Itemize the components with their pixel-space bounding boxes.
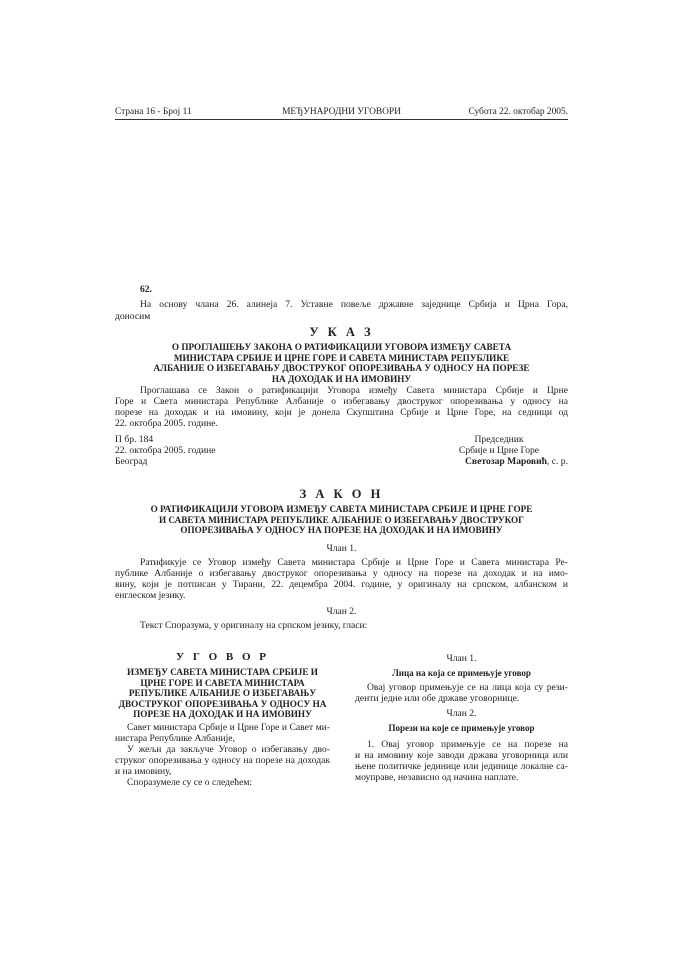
title-line: О РАТИФИКАЦИЈИ УГОВОРА ИЗМЕЂУ САВЕТА МИНИСТАРА СРБИЈЕ И ЦРНЕ ГОРЕ — [150, 504, 533, 514]
article-2-title: Порези на које се примењује уговор — [388, 723, 535, 733]
title-line: ДВОСТРУКОГ ОПОРЕЗИВАЊА У ОДНОСУ НА — [118, 698, 327, 709]
ref-place: Београд — [115, 456, 148, 467]
body-line: струког опорезивања у односу на порезе на доходак — [115, 754, 330, 766]
preamble-line: доносим — [115, 311, 151, 322]
publication-section: МЕЂУНАРОДНИ УГОВОРИ — [282, 107, 401, 117]
ugovor-title — [115, 667, 330, 720]
body-line: вину, који је потписан у Тирани, 22. децембра 2004. године, у оригиналу на српском, албанском и — [115, 579, 568, 590]
body-line: 22. октобра 2005. године. — [115, 418, 218, 429]
body-line: Горе и Света министара Републике Албаније о избегавању двоструког опорезивања у односу на — [115, 396, 568, 407]
body-line: и на имовину, — [115, 765, 172, 777]
title-line: НА ДОХОДАК И НА ИМОВИНУ — [271, 373, 412, 384]
article-1-heading: Члан 1. — [326, 543, 357, 554]
ugovor-preamble — [115, 722, 330, 788]
ref-number: П бр. 184 — [115, 434, 154, 445]
title-line: ЦРНЕ ГОРЕ И САВЕТА МИНИСТАРА — [140, 677, 305, 688]
zakon-title — [115, 504, 568, 536]
body-line: денти једне или обе државе уговорнице. — [355, 693, 520, 704]
body-line: Савет министара Србије и Црне Горе и Савет ми- — [127, 721, 330, 733]
ukaz-title — [115, 342, 568, 384]
signatory-suffix: , с. р. — [546, 456, 568, 467]
article-1-title: Лица на која се примењује уговор — [392, 668, 531, 678]
title-line: РЕПУБЛИКЕ АЛБАНИЈЕ О ИЗБЕГАВАЊУ — [128, 688, 317, 698]
body-line: публике Албаније о избегавању двоструког опорезивања у односу на порезе на доходак и на имо- — [115, 568, 568, 579]
preamble-line: На основу члана 26. алинеја 7. Уставне повеље државне заједнице Србија и Црна Гора, — [140, 299, 568, 310]
signatory-title: Председник — [474, 434, 524, 445]
item-number: 62. — [140, 284, 152, 295]
ref-date: 22. октобра 2005. године — [115, 445, 216, 456]
title-line: ПОРЕЗЕ НА ДОХОДАК И НА ИМОВИНУ — [133, 709, 312, 719]
body-line: Споразумеле су се о следећем: — [127, 776, 253, 788]
title-line: АЛБАНИЈЕ О ИЗБЕГАВАЊУ ДВОСТРУКОГ ОПОРЕЗИВАЊА У ОДНОСУ НА ПОРЕЗЕ — [153, 363, 530, 373]
signature-block — [430, 434, 568, 467]
ugovor-heading: У Г О В О Р — [176, 651, 269, 663]
body-line: њене политичке јединице или јединице локалне са- — [355, 761, 568, 772]
article-1-body — [115, 557, 568, 601]
title-line: ИЗМЕЂУ САВЕТА МИНИСТАРА СРБИЈЕ И — [127, 667, 318, 677]
page-header — [115, 107, 568, 120]
ugovor-right-column — [355, 653, 568, 783]
signatory-title: Србије и Црне Горе — [458, 445, 540, 456]
page-number: Страна 16 - Број 11 — [115, 107, 192, 117]
title-line: МИНИСТАРА СРБИЈЕ И ЦРНЕ ГОРЕ И САВЕТА МИНИСТАРА РЕПУБЛИКЕ — [173, 352, 510, 363]
title-line: О ПРОГЛАШЕЊУ ЗАКОНА О РАТИФИКАЦИЈИ УГОВОРА ИЗМЕЂУ САВЕТА — [171, 342, 512, 352]
title-line: И САВЕТА МИНИСТАРА РЕПУБЛИКЕ АЛБАНИЈЕ О ИЗБЕГАВАЊУ ДВОСТРУКОГ — [158, 514, 525, 525]
body-line: Ратификује се Уговор између Савета министара Србије и Црне Горе и Савета министара Ре- — [140, 557, 568, 568]
body-line: У жељи да закључе Уговор о избегавању дво- — [127, 743, 330, 755]
body-line: Овај уговор примењује се на лица која су рези- — [367, 682, 568, 693]
signatory-name: Светозар Маровић — [465, 456, 547, 467]
body-line: нистара Републике Албаније, — [115, 732, 235, 744]
article-2-heading: Члан 2. — [326, 606, 357, 617]
body-line: Проглашава се Закон о ратификацији Уговора између Савета министара Србије и Црне — [140, 385, 568, 396]
ukaz-heading: У К А З — [309, 325, 374, 339]
zakon-heading: З А К О Н — [299, 487, 384, 501]
ugovor-left-column — [115, 651, 330, 788]
publication-date: Субота 22. октобар 2005. — [468, 107, 568, 117]
ukaz-body — [115, 385, 568, 429]
ukaz-reference — [115, 434, 216, 467]
body-line: енглеском језику. — [115, 590, 186, 601]
body-line: 1. Овај уговор примењује се на порезе на — [367, 739, 568, 750]
article-2-body: Текст Споразума, у оригиналу на српском језику, гласи: — [140, 620, 368, 631]
title-line: ОПОРЕЗИВАЊА У ОДНОСУ НА ПОРЕЗЕ НА ДОХОДАК И НА ИМОВИНУ — [180, 525, 503, 535]
body-line: и на имовину које заводи држава уговорница или — [355, 750, 568, 761]
article-1-heading: Члан 1. — [446, 653, 477, 664]
article-2-heading: Члан 2. — [446, 708, 477, 719]
body-line: моуправе, независно од начина наплате. — [355, 772, 519, 783]
body-line: порезе на доходак и на имовину, који је донела Скупштина Србије и Црне Горе, на седници од — [115, 407, 568, 418]
